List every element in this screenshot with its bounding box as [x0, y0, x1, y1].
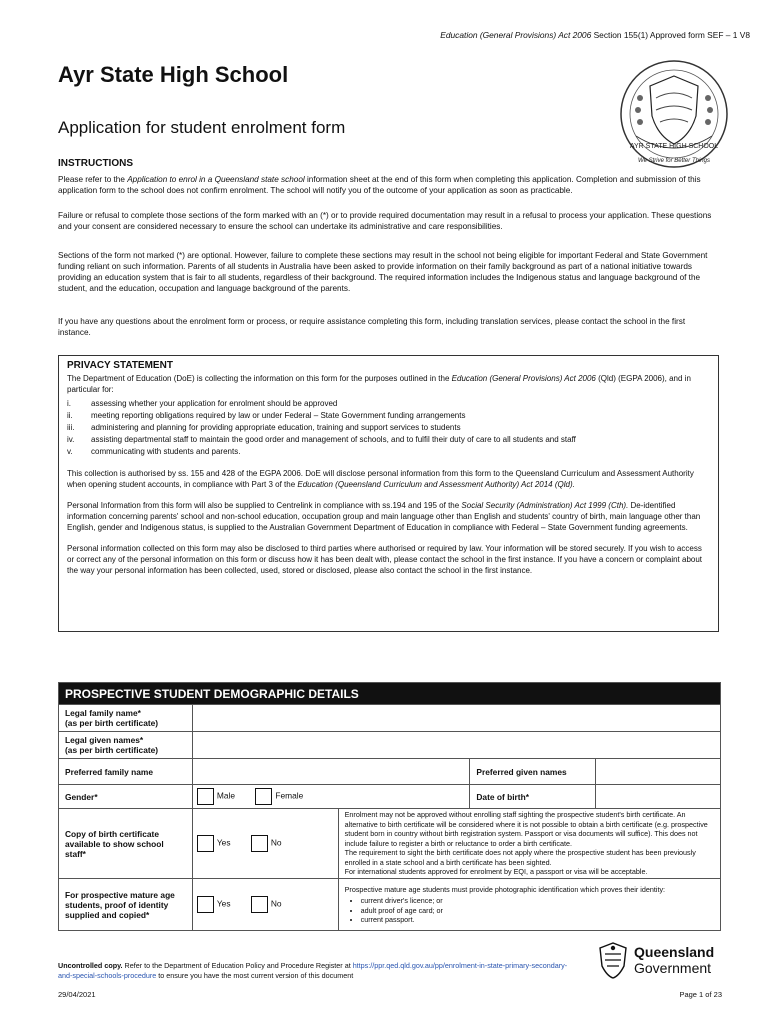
page-title: Application for student enrolment form [58, 118, 346, 137]
list-item: ii. meeting reporting obligations required by law or under Federal – State Government funding arrangements [67, 411, 466, 420]
uncontrolled-copy-notice: Uncontrolled copy. Refer to the Department of Education Policy and Procedure Register at https://ppr.qed.qld.gov.au/pp/enrolment-in-state-primary-secondary-and-special-schools-procedure to ensure you have the most current version of this document [58, 961, 568, 980]
birth-certificate-options [192, 809, 338, 879]
no-checkbox[interactable] [251, 835, 268, 852]
preferred-given-names-label: Preferred given names [470, 759, 596, 785]
page-number: Page 1 of 23 [679, 990, 722, 999]
qld-wordmark: Queensland Government [634, 944, 715, 976]
birth-certificate-label: Copy of birth certificate available to show school staff* [59, 809, 193, 879]
gender-male-option[interactable]: Male [197, 788, 235, 805]
list-item: i. assessing whether your application for enrolment should be approved [67, 399, 338, 408]
privacy-purpose-list [67, 398, 707, 458]
crest-motto-text: We Strive for Better Things [638, 158, 710, 164]
birth-certificate-note: Enrolment may not be approved without enrolling staff sighting the prospective student's birth certificate. An alternative to birth certificate will be considered where it is not possible to obtain a birth certificate (e.g. prospective student born in country without birth registration system. Passport or visa documents will suffice). This does not include failure to register a birth or reluctance to order a birth certificate. The requirement to sight the birth certificate does not apply where the prospective student has been previously enrolled in a state school and a birth certificate has been sighted. For international students approved for enrolment by EQI, a passport or visa will be acceptable. [338, 809, 720, 879]
list-item: iv. assisting departmental staff to maintain the good order and management of schools, and to fulfil their duty of care to all students and staff [67, 435, 576, 444]
school-crest-logo [618, 58, 730, 170]
gender-options [192, 785, 470, 809]
school-name: Ayr State High School [58, 62, 289, 87]
privacy-statement-box [58, 355, 719, 632]
qld-crest-icon [596, 940, 630, 980]
mature-no-option[interactable]: No [251, 896, 282, 913]
list-item: • current passport. [361, 915, 714, 925]
legal-family-name-label: Legal family name* (as per birth certificate) [59, 705, 193, 732]
list-item: v. communicating with students and parents. [67, 447, 241, 456]
yes-checkbox[interactable] [197, 896, 214, 913]
instructions-paragraph-1: Please refer to the Application to enrol in a Queensland state school information sheet at the end of this form when completing this application. Completion and submission of this application form to the school does not confirm enrolment. The school will notify you of the outcome of your application as soon as practicable. [58, 175, 701, 195]
crest-name-text: AYR STATE HIGH SCHOOL [629, 143, 719, 150]
male-checkbox[interactable] [197, 788, 214, 805]
list-item: • current driver's licence; or [361, 896, 714, 906]
policy-register-link[interactable]: https://ppr.qed.qld.gov.au/pp/enrolment-in-state-primary-secondary-and-special-schools-procedure [58, 961, 568, 980]
instructions-paragraph-2: Failure or refusal to complete those sections of the form marked with an (*) or to provide required documentation may result in a refusal to process your application. These questions and your consent are considered necessary to ensure the school can undertake its administrative and care responsibilities. [58, 211, 712, 231]
instructions-heading: INSTRUCTIONS [58, 158, 133, 169]
yes-checkbox[interactable] [197, 835, 214, 852]
birth-cert-no-option[interactable]: No [251, 835, 282, 852]
no-checkbox[interactable] [251, 896, 268, 913]
date-of-birth-field[interactable] [596, 785, 721, 809]
mature-age-note: Prospective mature age students must provide photographic identification which proves their identity: • current driver's licence; or • adult proof of age card; or • current passport. [338, 879, 720, 931]
list-item: • adult proof of age card; or [361, 906, 714, 916]
mature-age-label: For prospective mature age students, proof of identity supplied and copied* [59, 879, 193, 931]
legal-given-names-label: Legal given names* (as per birth certificate) [59, 732, 193, 759]
preferred-family-name-field[interactable] [192, 759, 470, 785]
instructions-paragraph-3: Sections of the form not marked (*) are optional. However, failure to complete these sections may result in the school not being eligible for important Federal and State Government funding reliant on such information. Parents of all students in Australia have been asked to provide information on their family background as part of a national initiative towards providing an education system that is fair to all students, regardless of their background. The required information includes the Indigenous status and language background of the student, and the education, occupation and language background of the parents. [58, 251, 708, 293]
female-checkbox[interactable] [255, 788, 272, 805]
list-item: iii. administering and planning for providing appropriate education, training and support services to students [67, 423, 461, 432]
form-version: Section 155(1) Approved form SEF – 1 V8 [593, 30, 750, 40]
privacy-paragraph-2: This collection is authorised by ss. 155 and 428 of the EGPA 2006. DoE will disclose personal information from this form to the Queensland Curriculum and Assessment Authority when opening student accounts, in compliance with Part 3 of the Education (Queensland Curriculum and Assessment Authority) Act 2014 (Qld). [67, 469, 694, 489]
gender-label: Gender* [59, 785, 193, 809]
privacy-paragraph-3: Personal Information from this form will also be supplied to Centrelink in compliance with ss.194 and 195 of the Social Security (Administration) Act 1999 (Cth). De-identified information concerning parents' school and non-school education, occupation group and main language other than English and students' country of birth, main language other than English, gender and Indigenous status, is supplied to the Australian Government Department of Education in compliance with Federal – State Government funding agreements. [67, 501, 701, 532]
privacy-paragraph-4: Personal information collected on this form may also be disclosed to third parties where authorised or required by law. Your information will be stored securely. If you wish to access or correct any of the personal information on this form or discuss how it has been dealt with, please contact the school in the first instance. If you have a concern or complaint about the way your personal information has been collected, used, stored or disclosed, please also contact the school in the first instance. [67, 544, 703, 575]
legal-family-name-field[interactable] [192, 705, 720, 732]
instructions-paragraph-4: If you have any questions about the enrolment form or process, or require assistance completing this form, including translation services, please contact the school in the first instance. [58, 317, 686, 337]
demographic-details-table [58, 682, 721, 931]
section-heading: PROSPECTIVE STUDENT DEMOGRAPHIC DETAILS [59, 683, 721, 705]
privacy-intro: The Department of Education (DoE) is collecting the information on this form for the purposes outlined in the Education (General Provisions) Act 2006 (Qld) (EGPA 2006), and in particular for: [67, 374, 691, 394]
gender-female-option[interactable]: Female [255, 788, 303, 805]
preferred-family-name-label: Preferred family name [59, 759, 193, 785]
preferred-given-names-field[interactable] [596, 759, 721, 785]
privacy-heading: PRIVACY STATEMENT [67, 360, 173, 371]
date-of-birth-label: Date of birth* [470, 785, 596, 809]
mature-yes-option[interactable]: Yes [197, 896, 231, 913]
id-document-list [345, 896, 714, 925]
queensland-government-logo [596, 940, 756, 980]
mature-age-options [192, 879, 338, 931]
birth-cert-yes-option[interactable]: Yes [197, 835, 231, 852]
legal-given-names-field[interactable] [192, 732, 720, 759]
act-reference: Education (General Provisions) Act 2006 [440, 30, 592, 40]
document-date: 29/04/2021 [58, 990, 96, 999]
form-reference [440, 30, 750, 40]
